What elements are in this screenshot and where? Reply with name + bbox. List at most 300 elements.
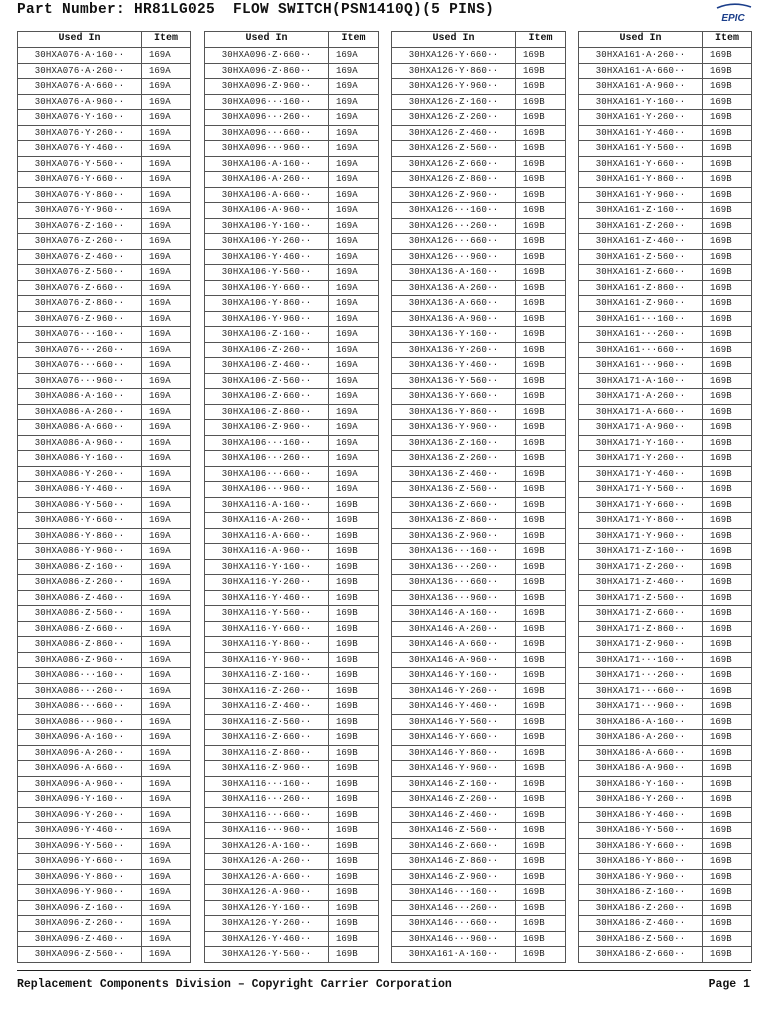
table-row — [392, 141, 566, 157]
item-cell: 169A — [142, 621, 191, 637]
used-in-cell: 30HXA106·Y·860·· — [205, 296, 329, 312]
used-in-cell: 30HXA106·Z·660·· — [205, 389, 329, 405]
item-cell: 169A — [142, 311, 191, 327]
table-row — [205, 637, 379, 653]
item-cell: 169B — [516, 869, 566, 885]
table-row — [579, 528, 752, 544]
table-row — [205, 528, 379, 544]
item-cell: 169B — [329, 621, 379, 637]
table-row — [392, 513, 566, 529]
usage-table-3 — [391, 31, 566, 963]
item-cell: 169A — [142, 389, 191, 405]
used-in-cell: 30HXA171·Z·460·· — [579, 575, 703, 591]
item-cell: 169A — [142, 637, 191, 653]
item-cell: 169A — [142, 807, 191, 823]
table-row — [579, 249, 752, 265]
table-row — [579, 156, 752, 172]
item-cell: 169B — [703, 714, 752, 730]
used-in-cell: 30HXA161·A·260·· — [579, 48, 703, 64]
table-row — [18, 79, 191, 95]
item-cell: 169A — [142, 699, 191, 715]
item-cell: 169B — [703, 327, 752, 343]
used-in-cell: 30HXA186·Y·460·· — [579, 807, 703, 823]
table-row — [205, 761, 379, 777]
table-row — [205, 776, 379, 792]
item-cell: 169B — [516, 528, 566, 544]
used-in-cell: 30HXA086·Z·660·· — [18, 621, 142, 637]
table-row — [579, 621, 752, 637]
used-in-cell: 30HXA186·Y·960·· — [579, 869, 703, 885]
table-row — [579, 311, 752, 327]
table-row — [18, 435, 191, 451]
used-in-cell: 30HXA096···960·· — [205, 141, 329, 157]
item-cell: 169B — [703, 916, 752, 932]
used-in-cell: 30HXA136·Z·260·· — [392, 451, 516, 467]
item-cell: 169A — [142, 590, 191, 606]
table-row — [18, 714, 191, 730]
table-row — [579, 559, 752, 575]
table-row — [579, 575, 752, 591]
table-row — [392, 885, 566, 901]
used-in-cell: 30HXA146·Y·660·· — [392, 730, 516, 746]
table-row — [18, 342, 191, 358]
table-row — [18, 125, 191, 141]
item-cell: 169A — [329, 110, 379, 126]
item-cell: 169A — [329, 187, 379, 203]
used-in-cell: 30HXA126···160·· — [392, 203, 516, 219]
item-cell: 169B — [703, 141, 752, 157]
item-cell: 169B — [516, 792, 566, 808]
item-cell: 169B — [329, 699, 379, 715]
used-in-cell: 30HXA086·Y·960·· — [18, 544, 142, 560]
table-row — [392, 249, 566, 265]
table-row — [18, 668, 191, 684]
used-in-cell: 30HXA171·Z·860·· — [579, 621, 703, 637]
table-row — [392, 404, 566, 420]
item-cell: 169B — [703, 513, 752, 529]
table-row — [18, 931, 191, 947]
used-in-cell: 30HXA161···960·· — [579, 358, 703, 374]
item-cell: 169B — [516, 156, 566, 172]
item-cell: 169A — [142, 900, 191, 916]
table-row — [18, 683, 191, 699]
item-cell: 169B — [703, 497, 752, 513]
item-cell: 169B — [703, 668, 752, 684]
used-in-cell: 30HXA096·Y·560·· — [18, 838, 142, 854]
used-in-cell: 30HXA086·Y·560·· — [18, 497, 142, 513]
table-row — [205, 590, 379, 606]
used-in-cell: 30HXA096·A·260·· — [18, 745, 142, 761]
item-cell: 169B — [516, 373, 566, 389]
table-row — [579, 745, 752, 761]
used-in-cell: 30HXA136·Y·860·· — [392, 404, 516, 420]
table-row — [18, 730, 191, 746]
used-in-cell: 30HXA116·Z·860·· — [205, 745, 329, 761]
item-cell: 169B — [516, 311, 566, 327]
table-row — [392, 451, 566, 467]
item-cell: 169A — [142, 869, 191, 885]
used-in-cell: 30HXA171·Y·260·· — [579, 451, 703, 467]
used-in-cell: 30HXA171·Y·660·· — [579, 497, 703, 513]
table-row — [205, 482, 379, 498]
used-in-cell: 30HXA116·Y·260·· — [205, 575, 329, 591]
used-in-cell: 30HXA161·Z·460·· — [579, 234, 703, 250]
item-cell: 169B — [516, 885, 566, 901]
table-row — [18, 249, 191, 265]
used-in-cell: 30HXA076·Y·160·· — [18, 110, 142, 126]
table-row — [205, 389, 379, 405]
item-cell: 169B — [516, 947, 566, 963]
used-in-cell: 30HXA186·Y·260·· — [579, 792, 703, 808]
item-cell: 169B — [329, 931, 379, 947]
item-cell: 169A — [329, 249, 379, 265]
item-cell: 169A — [142, 125, 191, 141]
column-header-used-in: Used In — [205, 32, 329, 48]
page-title: Part Number: HR81LG025 FLOW SWITCH(PSN1410Q)(5 PINS) — [17, 2, 495, 18]
item-cell: 169B — [516, 404, 566, 420]
used-in-cell: 30HXA116·Y·960·· — [205, 652, 329, 668]
used-in-cell: 30HXA076·Y·560·· — [18, 156, 142, 172]
used-in-cell: 30HXA126···260·· — [392, 218, 516, 234]
table-row — [579, 668, 752, 684]
used-in-cell: 30HXA126·Y·260·· — [205, 916, 329, 932]
used-in-cell: 30HXA076···960·· — [18, 373, 142, 389]
item-cell: 169A — [142, 249, 191, 265]
table-row — [392, 172, 566, 188]
used-in-cell: 30HXA186·Z·160·· — [579, 885, 703, 901]
item-cell: 169A — [329, 358, 379, 374]
used-in-cell: 30HXA096·A·660·· — [18, 761, 142, 777]
table-row — [18, 482, 191, 498]
used-in-cell: 30HXA116·A·960·· — [205, 544, 329, 560]
used-in-cell: 30HXA096·Z·960·· — [205, 79, 329, 95]
table-body — [205, 48, 379, 963]
item-cell: 169A — [329, 79, 379, 95]
table-row — [18, 280, 191, 296]
used-in-cell: 30HXA106·Z·460·· — [205, 358, 329, 374]
table-row — [18, 590, 191, 606]
table-row — [392, 947, 566, 963]
table-row — [205, 296, 379, 312]
used-in-cell: 30HXA106·Z·260·· — [205, 342, 329, 358]
table-row — [392, 187, 566, 203]
item-cell: 169B — [703, 792, 752, 808]
item-cell: 169B — [516, 823, 566, 839]
table-row — [579, 916, 752, 932]
item-cell: 169B — [703, 203, 752, 219]
used-in-cell: 30HXA106·Y·260·· — [205, 234, 329, 250]
table-row — [392, 730, 566, 746]
item-cell: 169A — [142, 714, 191, 730]
used-in-cell: 30HXA076·Z·960·· — [18, 311, 142, 327]
item-cell: 169B — [516, 590, 566, 606]
table-row — [579, 730, 752, 746]
used-in-cell: 30HXA076·Y·260·· — [18, 125, 142, 141]
item-cell: 169A — [329, 342, 379, 358]
used-in-cell: 30HXA136·Y·560·· — [392, 373, 516, 389]
table-row — [579, 807, 752, 823]
item-cell: 169B — [516, 451, 566, 467]
table-row — [205, 559, 379, 575]
table-row — [205, 435, 379, 451]
used-in-cell: 30HXA086···960·· — [18, 714, 142, 730]
table-row — [579, 931, 752, 947]
table-body — [392, 48, 566, 963]
used-in-cell: 30HXA106·Y·660·· — [205, 280, 329, 296]
item-cell: 169A — [142, 451, 191, 467]
used-in-cell: 30HXA186·Y·660·· — [579, 838, 703, 854]
table-row — [579, 373, 752, 389]
item-cell: 169A — [142, 48, 191, 64]
item-cell: 169A — [142, 730, 191, 746]
used-in-cell: 30HXA161·Y·860·· — [579, 172, 703, 188]
table-row — [579, 234, 752, 250]
table-row — [579, 63, 752, 79]
used-in-cell: 30HXA161···260·· — [579, 327, 703, 343]
used-in-cell: 30HXA106·Z·860·· — [205, 404, 329, 420]
table-row — [18, 218, 191, 234]
used-in-cell: 30HXA086·Z·460·· — [18, 590, 142, 606]
used-in-cell: 30HXA096·Y·160·· — [18, 792, 142, 808]
used-in-cell: 30HXA146·Z·160·· — [392, 776, 516, 792]
item-cell: 169B — [703, 528, 752, 544]
used-in-cell: 30HXA186·A·660·· — [579, 745, 703, 761]
table-row — [579, 389, 752, 405]
table-row — [579, 79, 752, 95]
item-cell: 169B — [329, 606, 379, 622]
table-row — [205, 141, 379, 157]
used-in-cell: 30HXA116·Y·860·· — [205, 637, 329, 653]
item-cell: 169B — [516, 218, 566, 234]
item-cell: 169B — [703, 110, 752, 126]
table-row — [18, 854, 191, 870]
used-in-cell: 30HXA146·Y·960·· — [392, 761, 516, 777]
table-row — [579, 203, 752, 219]
table-row — [392, 776, 566, 792]
item-cell: 169B — [703, 575, 752, 591]
used-in-cell: 30HXA116·A·160·· — [205, 497, 329, 513]
used-in-cell: 30HXA161·A·960·· — [579, 79, 703, 95]
page-header — [17, 2, 757, 24]
item-cell: 169B — [516, 482, 566, 498]
used-in-cell: 30HXA116·Y·660·· — [205, 621, 329, 637]
item-cell: 169A — [329, 451, 379, 467]
item-cell: 169B — [703, 761, 752, 777]
used-in-cell: 30HXA161·A·660·· — [579, 63, 703, 79]
used-in-cell: 30HXA136·Z·660·· — [392, 497, 516, 513]
item-cell: 169B — [703, 451, 752, 467]
item-cell: 169B — [516, 761, 566, 777]
item-cell: 169A — [142, 358, 191, 374]
table-row — [205, 451, 379, 467]
used-in-cell: 30HXA186·Y·160·· — [579, 776, 703, 792]
table-row — [392, 807, 566, 823]
table-row — [205, 280, 379, 296]
table-row — [18, 156, 191, 172]
item-cell: 169A — [142, 218, 191, 234]
table-row — [205, 404, 379, 420]
used-in-cell: 30HXA126·Y·560·· — [205, 947, 329, 963]
used-in-cell: 30HXA086·Z·960·· — [18, 652, 142, 668]
table-row — [205, 699, 379, 715]
item-cell: 169B — [516, 249, 566, 265]
used-in-cell: 30HXA126·Y·460·· — [205, 931, 329, 947]
used-in-cell: 30HXA096···660·· — [205, 125, 329, 141]
table-row — [392, 590, 566, 606]
used-in-cell: 30HXA096·Z·260·· — [18, 916, 142, 932]
table-row — [18, 699, 191, 715]
used-in-cell: 30HXA096·A·960·· — [18, 776, 142, 792]
table-row — [205, 854, 379, 870]
table-row — [579, 125, 752, 141]
used-in-cell: 30HXA096·Y·960·· — [18, 885, 142, 901]
used-in-cell: 30HXA106·Z·160·· — [205, 327, 329, 343]
item-cell: 169B — [516, 699, 566, 715]
used-in-cell: 30HXA146·Y·260·· — [392, 683, 516, 699]
item-cell: 169A — [329, 389, 379, 405]
item-cell: 169B — [329, 869, 379, 885]
item-cell: 169A — [142, 420, 191, 436]
item-cell: 169B — [703, 63, 752, 79]
table-row — [392, 714, 566, 730]
item-cell: 169A — [142, 63, 191, 79]
table-row — [579, 792, 752, 808]
table-row — [205, 327, 379, 343]
table-row — [392, 544, 566, 560]
used-in-cell: 30HXA171·Z·260·· — [579, 559, 703, 575]
item-cell: 169B — [516, 389, 566, 405]
used-in-cell: 30HXA086·A·260·· — [18, 404, 142, 420]
table-row — [205, 94, 379, 110]
item-cell: 169A — [142, 342, 191, 358]
table-row — [392, 48, 566, 64]
used-in-cell: 30HXA076·A·260·· — [18, 63, 142, 79]
item-cell: 169B — [516, 94, 566, 110]
item-cell: 169A — [142, 234, 191, 250]
table-row — [392, 683, 566, 699]
item-cell: 169B — [516, 916, 566, 932]
used-in-cell: 30HXA136·Z·860·· — [392, 513, 516, 529]
used-in-cell: 30HXA086·Z·260·· — [18, 575, 142, 591]
used-in-cell: 30HXA136···660·· — [392, 575, 516, 591]
used-in-cell: 30HXA126·Z·160·· — [392, 94, 516, 110]
used-in-cell: 30HXA076·Z·460·· — [18, 249, 142, 265]
item-cell: 169B — [329, 652, 379, 668]
table-row — [205, 745, 379, 761]
table-row — [18, 451, 191, 467]
item-cell: 169B — [329, 590, 379, 606]
item-cell: 169A — [142, 280, 191, 296]
used-in-cell: 30HXA161·Z·560·· — [579, 249, 703, 265]
used-in-cell: 30HXA076·A·160·· — [18, 48, 142, 64]
item-cell: 169A — [142, 110, 191, 126]
table-row — [205, 916, 379, 932]
used-in-cell: 30HXA076·Y·860·· — [18, 187, 142, 203]
item-cell: 169B — [516, 652, 566, 668]
table-row — [579, 187, 752, 203]
table-row — [392, 466, 566, 482]
table-row — [205, 420, 379, 436]
used-in-cell: 30HXA171·Y·960·· — [579, 528, 703, 544]
used-in-cell: 30HXA086···260·· — [18, 683, 142, 699]
used-in-cell: 30HXA171·Y·560·· — [579, 482, 703, 498]
table-row — [18, 110, 191, 126]
used-in-cell: 30HXA096·Z·460·· — [18, 931, 142, 947]
table-row — [18, 776, 191, 792]
item-cell: 169B — [703, 683, 752, 699]
item-cell: 169B — [329, 668, 379, 684]
table-row — [579, 838, 752, 854]
item-cell: 169B — [329, 745, 379, 761]
item-cell: 169B — [329, 730, 379, 746]
used-in-cell: 30HXA106···960·· — [205, 482, 329, 498]
usage-table-4 — [578, 31, 752, 963]
used-in-cell: 30HXA186·Z·560·· — [579, 931, 703, 947]
item-cell: 169A — [142, 761, 191, 777]
item-cell: 169B — [516, 854, 566, 870]
used-in-cell: 30HXA126···660·· — [392, 234, 516, 250]
item-cell: 169B — [516, 683, 566, 699]
table-row — [18, 389, 191, 405]
item-cell: 169B — [329, 513, 379, 529]
item-cell: 169B — [703, 404, 752, 420]
item-cell: 169B — [516, 931, 566, 947]
column-header-used-in: Used In — [579, 32, 703, 48]
used-in-cell: 30HXA076·Z·260·· — [18, 234, 142, 250]
item-cell: 169A — [329, 63, 379, 79]
item-cell: 169B — [516, 110, 566, 126]
item-cell: 169A — [142, 172, 191, 188]
table-row — [392, 575, 566, 591]
table-row — [392, 203, 566, 219]
used-in-cell: 30HXA106·A·660·· — [205, 187, 329, 203]
item-cell: 169B — [516, 358, 566, 374]
table-row — [205, 497, 379, 513]
table-row — [392, 606, 566, 622]
table-row — [392, 435, 566, 451]
item-cell: 169B — [703, 482, 752, 498]
used-in-cell: 30HXA086·Y·260·· — [18, 466, 142, 482]
item-cell: 169B — [516, 125, 566, 141]
item-cell: 169B — [329, 792, 379, 808]
item-cell: 169B — [703, 807, 752, 823]
item-cell: 169A — [142, 141, 191, 157]
table-row — [579, 513, 752, 529]
used-in-cell: 30HXA076···260·· — [18, 342, 142, 358]
item-cell: 169A — [329, 327, 379, 343]
table-row — [392, 234, 566, 250]
used-in-cell: 30HXA086·Z·560·· — [18, 606, 142, 622]
table-row — [392, 311, 566, 327]
table-row — [205, 110, 379, 126]
used-in-cell: 30HXA146·A·160·· — [392, 606, 516, 622]
table-row — [205, 203, 379, 219]
item-cell: 169A — [329, 94, 379, 110]
table-body — [579, 48, 752, 963]
table-row — [392, 218, 566, 234]
used-in-cell: 30HXA186·Y·860·· — [579, 854, 703, 870]
table-row — [392, 327, 566, 343]
table-row — [18, 916, 191, 932]
item-cell: 169B — [516, 327, 566, 343]
table-row — [579, 776, 752, 792]
table-row — [205, 730, 379, 746]
used-in-cell: 30HXA106·A·160·· — [205, 156, 329, 172]
table-row — [579, 435, 752, 451]
item-cell: 169B — [516, 265, 566, 281]
used-in-cell: 30HXA186·Z·460·· — [579, 916, 703, 932]
used-in-cell: 30HXA086···660·· — [18, 699, 142, 715]
